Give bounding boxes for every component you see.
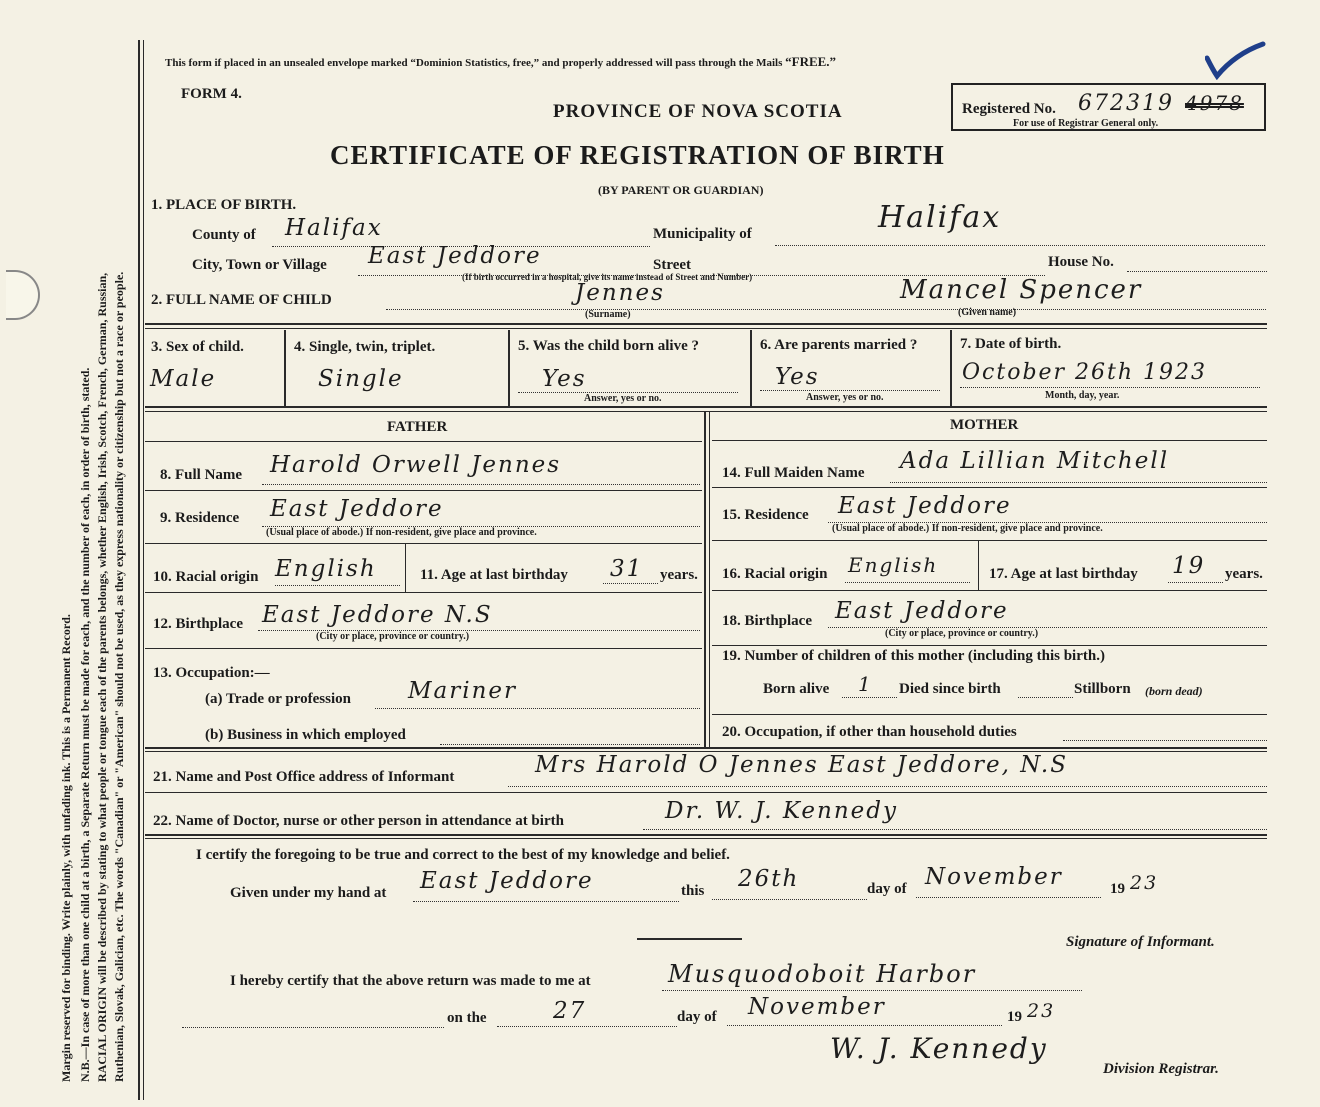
- died-since-label: Died since birth: [899, 681, 1001, 697]
- multiple-label: 4. Single, twin, triplet.: [294, 339, 436, 355]
- mother-birthplace-label: 18. Birthplace: [722, 613, 812, 629]
- father-age-label: 11. Age at last birthday: [420, 567, 568, 583]
- municipality-value: Halifax: [878, 200, 1002, 235]
- rule-mother-age: [978, 541, 979, 590]
- trade-line: [375, 708, 700, 709]
- rule-father-3: [145, 592, 702, 593]
- child-given-name: Mancel Spencer: [900, 275, 1143, 305]
- father-residence-value: East Jeddore: [270, 496, 444, 522]
- birth-date-label: 7. Date of birth.: [960, 336, 1062, 352]
- city-value: East Jeddore: [368, 243, 542, 269]
- father-birthplace-caption: (City or place, province or country.): [316, 631, 470, 642]
- rule-father-4: [145, 648, 702, 649]
- father-birthplace-label: 12. Birthplace: [153, 616, 243, 632]
- mother-occupation-label: 20. Occupation, if other than household duties: [722, 724, 1017, 740]
- rule-certify-top-b: [145, 838, 1267, 839]
- multiple-value: Single: [318, 366, 404, 392]
- certificate-title: CERTIFICATE OF REGISTRATION OF BIRTH: [330, 140, 945, 170]
- rule-col-5: [508, 330, 510, 407]
- stillborn-label: Stillborn: [1074, 681, 1131, 697]
- born-alive-value: 1: [858, 672, 873, 696]
- father-age-line: [603, 583, 658, 584]
- mother-occupation-line: [1063, 740, 1267, 741]
- mother-residence-value: East Jeddore: [838, 493, 1012, 519]
- father-heading: FATHER: [387, 419, 448, 435]
- child-name-label: 2. FULL NAME OF CHILD: [151, 292, 332, 308]
- certify-statement: I certify the foregoing to be true and correct to the best of my knowledge and belief.: [196, 847, 730, 863]
- rule-father-1: [145, 490, 702, 491]
- rule-informant-bottom: [145, 792, 1267, 793]
- margin-rule-inner: [143, 40, 144, 1100]
- margin-line-1: Margin reserved for binding. Write plainly, with unfading ink. This is a Permanent Record.: [59, 614, 73, 1082]
- margin-rule: [138, 40, 140, 1100]
- county-label: County of: [192, 227, 256, 243]
- mailing-notice-free: “FREE.”: [785, 54, 837, 69]
- father-origin-label: 10. Racial origin: [153, 569, 259, 585]
- mother-name-value: Ada Lillian Mitchell: [900, 448, 1170, 474]
- given-hand-label: Given under my hand at: [230, 885, 387, 901]
- city-label: City, Town or Village: [192, 257, 327, 273]
- day-of-label: day of: [867, 881, 907, 897]
- mother-residence-label: 15. Residence: [722, 507, 809, 523]
- registrar-day-line: [497, 1026, 677, 1027]
- binding-hole: [6, 270, 40, 320]
- died-since-line: [1018, 697, 1073, 698]
- registrar-month-value: November: [748, 994, 886, 1020]
- mother-heading: MOTHER: [950, 417, 1019, 433]
- mother-age-label: 17. Age at last birthday: [989, 566, 1138, 582]
- mother-origin-label: 16. Racial origin: [722, 566, 828, 582]
- informant-label: 21. Name and Post Office address of Informant: [153, 769, 455, 785]
- rule-mother-3: [712, 590, 1267, 591]
- given-day-line: [712, 899, 867, 900]
- alive-label: 5. Was the child born alive ?: [518, 338, 699, 354]
- rule-row3-top: [145, 323, 1267, 325]
- given-place-value: East Jeddore: [420, 868, 594, 894]
- father-name-value: Harold Orwell Jennes: [270, 452, 562, 478]
- married-label: 6. Are parents married ?: [760, 337, 918, 353]
- registration-note: For use of Registrar General only.: [1013, 118, 1159, 129]
- father-origin-value: English: [275, 556, 377, 582]
- rule-mother-head: [712, 440, 1267, 441]
- mother-birthplace-caption: (City or place, province or country.): [885, 628, 1039, 639]
- birth-date-caption: Month, day, year.: [1045, 390, 1120, 401]
- registrar-caption: Division Registrar.: [1103, 1061, 1219, 1077]
- registrar-day-of-label: day of: [677, 1009, 717, 1025]
- mailing-notice: [165, 54, 836, 70]
- certificate-subtitle: (BY PARENT OR GUARDIAN): [598, 183, 764, 197]
- given-month-line: [916, 897, 1101, 898]
- informant-signature-caption: Signature of Informant.: [1066, 934, 1215, 950]
- rule-mother-2: [712, 540, 1267, 541]
- birth-date-line: [960, 387, 1260, 388]
- rule-father-2: [145, 543, 702, 544]
- child-name-line: [386, 309, 1266, 310]
- margin-instructions: [58, 272, 128, 1082]
- rule-col-4: [284, 330, 286, 407]
- registrar-statement: I hereby certify that the above return was made to me at: [230, 973, 591, 989]
- registrar-left-line: [182, 1027, 444, 1028]
- doctor-line: [643, 829, 1267, 830]
- given-year-prefix: 19: [1110, 881, 1125, 897]
- margin-line-4: Ruthenian, Slovak, Galician, etc. The words "Canadian" or "American" should not be used, as they express nationality or citizenship but not a race or people.: [112, 271, 126, 1082]
- rule-parents-divider-b: [709, 411, 710, 747]
- registration-number: 672319: [1078, 91, 1174, 116]
- checkmark-icon: [1205, 40, 1275, 80]
- married-caption: Answer, yes or no.: [806, 392, 884, 403]
- registrar-day-value: 27: [553, 998, 587, 1024]
- registrar-place-line: [662, 990, 1082, 991]
- place-heading: 1. PLACE OF BIRTH.: [151, 197, 297, 213]
- father-age-value: 31: [610, 556, 644, 582]
- given-month-value: November: [925, 864, 1063, 890]
- margin-line-2: N.B.—In case of more than one child at a birth, a Separate Return must be made for each, and the number of each, in order of birth, stated.: [78, 367, 92, 1082]
- informant-line: [508, 786, 1267, 787]
- doctor-label: 22. Name of Doctor, nurse or other person in attendance at birth: [153, 813, 564, 829]
- registrar-signature: W. J. Kennedy: [830, 1032, 1048, 1065]
- this-label: this: [681, 883, 705, 899]
- mother-age-value: 19: [1172, 553, 1206, 579]
- occupation-label: 13. Occupation:—: [153, 665, 270, 681]
- informant-signature-line: [637, 938, 742, 940]
- mother-residence-caption: (Usual place of abode.) If non-resident, give place and province.: [832, 523, 1103, 534]
- rule-col-6: [750, 330, 752, 407]
- rule-parents-divider: [704, 411, 706, 747]
- county-value: Halifax: [285, 215, 383, 241]
- municipality-label: Municipality of: [653, 226, 752, 242]
- father-name-line: [262, 484, 700, 485]
- rule-certify-top: [145, 834, 1267, 836]
- registration-label: Registered No.: [962, 101, 1056, 117]
- rule-father-head: [145, 441, 702, 442]
- father-name-label: 8. Full Name: [160, 467, 243, 483]
- father-years-label: years.: [660, 567, 698, 583]
- trade-value: Mariner: [408, 678, 518, 704]
- given-place-line: [413, 901, 679, 902]
- father-birthplace-value: East Jeddore N.S: [262, 602, 493, 628]
- mother-origin-value: English: [848, 553, 939, 577]
- on-the-label: on the: [447, 1010, 487, 1026]
- mailing-notice-text: This form if placed in an unsealed envelope marked “Dominion Statistics, free,” and properly addressed will pass through the Mails: [165, 57, 783, 69]
- sex-value: Male: [150, 366, 217, 392]
- registrar-year-prefix: 19: [1007, 1009, 1022, 1025]
- registrar-place-value: Musquodoboit Harbor: [668, 960, 977, 988]
- born-alive-line: [842, 697, 897, 698]
- rule-informant-top: [145, 747, 1267, 749]
- mother-name-line: [890, 482, 1267, 483]
- hospital-note: (If birth occurred in a hospital, give its name instead of Street and Number): [462, 272, 753, 282]
- mother-name-label: 14. Full Maiden Name: [722, 465, 865, 481]
- doctor-value: Dr. W. J. Kennedy: [665, 798, 898, 824]
- mother-origin-line: [845, 582, 970, 583]
- business-line: [440, 744, 700, 745]
- rule-col-7: [950, 330, 952, 407]
- margin-line-3: RACIAL ORIGIN will be described by stating to what people or tongue each of the parents belongs, whether English, Irish, Scotch, French, German, Russian,: [95, 272, 109, 1082]
- father-origin-line: [275, 585, 400, 586]
- born-alive-label: Born alive: [763, 681, 830, 697]
- rule-father-age: [405, 544, 406, 592]
- trade-label: (a) Trade or profession: [205, 691, 351, 707]
- rule-mother-4: [712, 645, 1267, 646]
- father-residence-caption: (Usual place of abode.) If non-resident, give place and province.: [266, 527, 537, 538]
- children-count-label: 19. Number of children of this mother (including this birth.): [722, 648, 1105, 664]
- informant-value: Mrs Harold O Jennes East Jeddore, N.S: [535, 752, 1068, 778]
- mother-age-line: [1168, 582, 1223, 583]
- given-caption: (Given name): [958, 307, 1017, 318]
- alive-caption: Answer, yes or no.: [584, 393, 662, 404]
- sex-label: 3. Sex of child.: [151, 339, 244, 355]
- rule-mother-1: [712, 487, 1267, 488]
- mother-years-label: years.: [1225, 566, 1263, 582]
- rule-mother-5: [712, 714, 1267, 715]
- birth-date-value: October 26th 1923: [962, 360, 1208, 385]
- registration-crossed: 4978: [1185, 91, 1244, 115]
- registrar-month-line: [727, 1025, 1002, 1026]
- mother-birthplace-value: East Jeddore: [835, 598, 1009, 624]
- registrar-year-value: 23: [1027, 1000, 1056, 1022]
- child-surname: Jennes: [575, 280, 665, 306]
- form-number: FORM 4.: [181, 86, 242, 102]
- rule-parents-top-b: [145, 411, 1267, 412]
- province-heading: PROVINCE OF NOVA SCOTIA: [553, 101, 843, 122]
- street-label: Street: [653, 257, 692, 273]
- father-residence-label: 9. Residence: [160, 510, 240, 526]
- stillborn-caption: (born dead): [1145, 684, 1203, 698]
- surname-caption: (Surname): [585, 309, 631, 320]
- house-line: [1127, 271, 1267, 272]
- rule-parents-top: [145, 406, 1267, 408]
- municipality-line: [775, 245, 1265, 246]
- married-value: Yes: [775, 364, 820, 390]
- given-year-value: 23: [1130, 872, 1159, 894]
- given-day-value: 26th: [738, 866, 800, 892]
- rule-row3-top-b: [145, 328, 1267, 329]
- alive-value: Yes: [542, 366, 587, 392]
- married-line: [760, 390, 940, 391]
- registration-box: [951, 83, 1266, 131]
- house-label: House No.: [1048, 254, 1114, 270]
- business-label: (b) Business in which employed: [205, 727, 406, 743]
